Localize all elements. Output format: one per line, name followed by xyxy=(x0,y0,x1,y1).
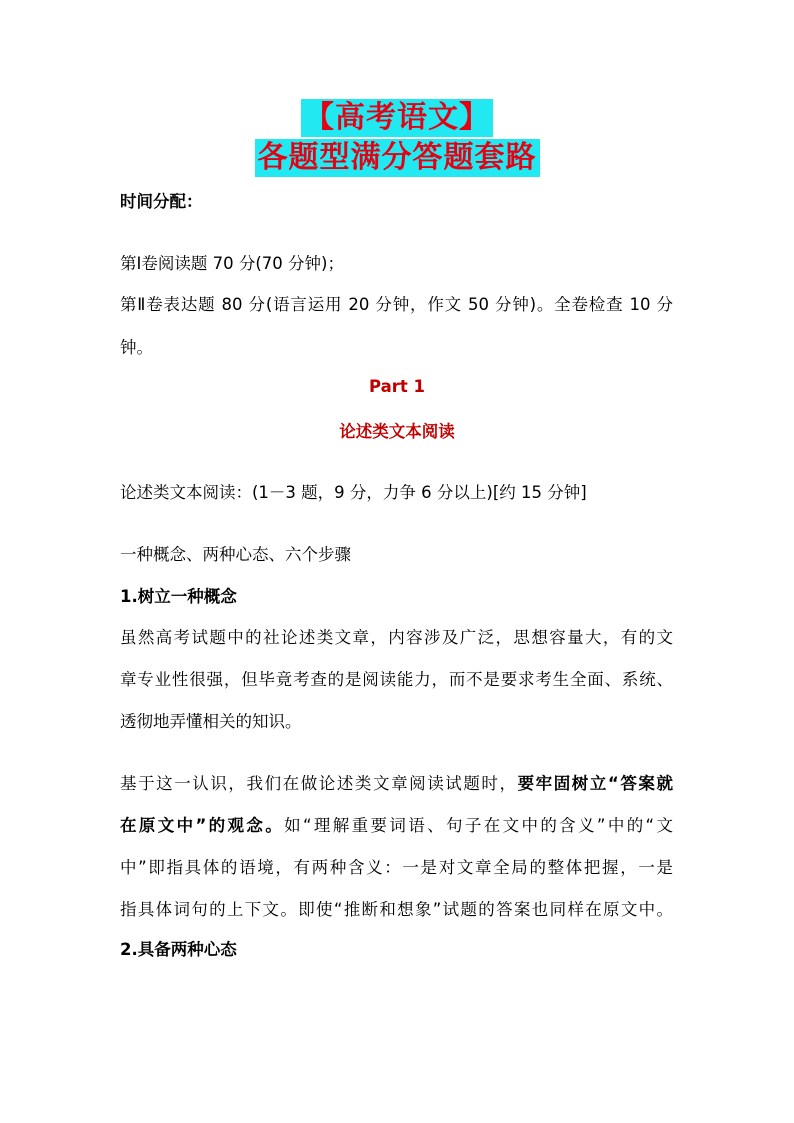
section1-paragraph1-line-1: 虽然高考试题中的社论述类文章，内容涉及广泛，思想容量大，有的文 xyxy=(120,628,673,647)
paper2-time-line-2: 钟。 xyxy=(120,338,153,357)
section1-paragraph2-line-2 xyxy=(120,814,673,838)
paper2-time-line-1: 第Ⅱ卷表达题 80 分(语言运用 20 分钟，作文 50 分钟)。全卷检查 10 分 xyxy=(120,295,673,314)
title-line-1-wrap xyxy=(0,99,794,137)
time-allocation-heading: 时间分配： xyxy=(120,192,203,211)
part-label: Part 1 xyxy=(368,377,426,396)
document-title-line-2: 各题型满分答题套路 xyxy=(255,139,540,177)
document-title-line-1: 【高考语文】 xyxy=(301,99,493,137)
p2-line1-bold: 要牢固树立“答案就 xyxy=(517,774,673,793)
p2-line2-plain: 如“理解重要词语、句子在文中的含义”中的“文 xyxy=(284,816,673,835)
section1-paragraph1-line-3: 透彻地弄懂相关的知识。 xyxy=(120,712,302,731)
title-line-2-wrap xyxy=(0,139,794,177)
p2-line2-bold: 在原文中”的观念。 xyxy=(120,816,285,835)
part-name: 论述类文本阅读 xyxy=(339,422,455,441)
p2-line1-plain: 基于这一认识，我们在做论述类文章阅读试题时， xyxy=(120,774,518,793)
summary-text: 一种概念、两种心态、六个步骤 xyxy=(120,545,351,564)
section1-heading: 1.树立一种概念 xyxy=(120,587,237,606)
section1-paragraph2-line-3: 中”即指具体的语境，有两种含义：一是对文章全局的整体把握，一是 xyxy=(120,858,673,877)
intro-text: 论述类文本阅读：(1－3 题，9 分，力争 6 分以上)[约 15 分钟] xyxy=(120,483,587,502)
section1-paragraph1-line-2: 章专业性很强，但毕竟考查的是阅读能力，而不是要求考生全面、系统、 xyxy=(120,670,673,689)
section2-heading: 2.具备两种心态 xyxy=(120,940,237,959)
section1-paragraph2-line-1 xyxy=(120,772,673,796)
paper1-time: 第Ⅰ卷阅读题 70 分(70 分钟)； xyxy=(120,254,344,273)
section1-paragraph2-line-4: 指具体词句的上下文。即使“推断和想象”试题的答案也同样在原文中。 xyxy=(120,900,673,919)
